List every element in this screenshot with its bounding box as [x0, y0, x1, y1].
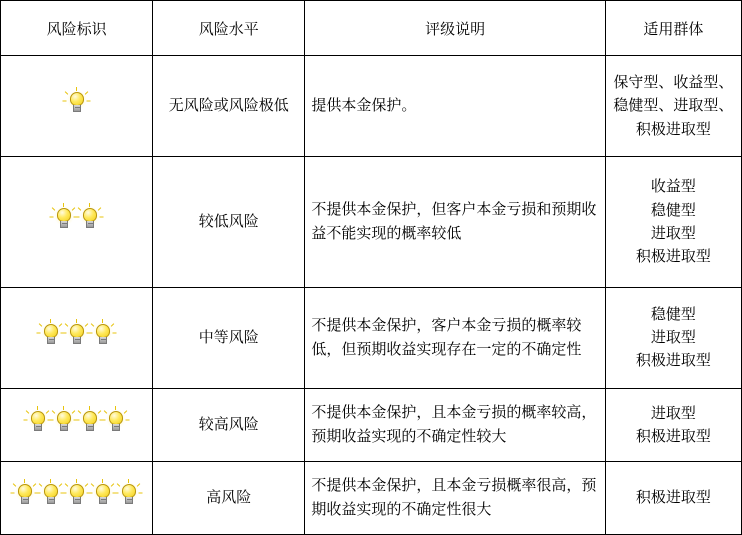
rating-description-text: 不提供本金保护，且本金亏损的概率较高，预期收益实现的不确定性较大	[305, 388, 605, 461]
table-row	[1, 461, 742, 534]
risk-level-label: 无风险或风险极低	[153, 56, 305, 157]
light-bulb-icon	[91, 481, 115, 511]
header-risk-mark: 风险标识	[1, 1, 153, 56]
table-row	[1, 388, 742, 461]
header-row	[1, 1, 742, 56]
table-header	[1, 1, 742, 56]
risk-level-label: 较低风险	[153, 156, 305, 287]
risk-level-label: 中等风险	[153, 287, 305, 388]
risk-mark-bulbs	[1, 461, 153, 534]
target-group-text: 进取型 积极进取型	[605, 388, 741, 461]
light-bulb-icon	[91, 321, 115, 351]
table-row	[1, 156, 742, 287]
risk-mark-bulbs	[1, 287, 153, 388]
light-bulb-icon	[13, 481, 37, 511]
header-target-group: 适用群体	[605, 1, 741, 56]
light-bulb-icon	[117, 481, 141, 511]
target-group-text: 保守型、收益型、稳健型、进取型、积极进取型	[605, 56, 741, 157]
light-bulb-icon	[52, 408, 76, 438]
target-group-text: 收益型 稳健型 进取型 积极进取型	[605, 156, 741, 287]
target-group-text: 积极进取型	[605, 461, 741, 534]
light-bulb-icon	[39, 481, 63, 511]
table-row	[1, 56, 742, 157]
risk-level-label: 高风险	[153, 461, 305, 534]
light-bulb-icon	[78, 408, 102, 438]
rating-description-text: 不提供本金保护，但客户本金亏损和预期收益不能实现的概率较低	[305, 156, 605, 287]
header-rating-description: 评级说明	[305, 1, 605, 56]
light-bulb-icon	[26, 408, 50, 438]
rating-description-text: 不提供本金保护，且本金亏损概率很高，预期收益实现的不确定性很大	[305, 461, 605, 534]
light-bulb-icon	[65, 89, 89, 119]
light-bulb-icon	[52, 205, 76, 235]
risk-mark-bulbs	[1, 156, 153, 287]
header-risk-level: 风险水平	[153, 1, 305, 56]
light-bulb-icon	[65, 481, 89, 511]
target-group-text: 稳健型 进取型 积极进取型	[605, 287, 741, 388]
rating-description-text: 不提供本金保护，客户本金亏损的概率较低，但预期收益实现存在一定的不确定性	[305, 287, 605, 388]
rating-description-text: 提供本金保护。	[305, 56, 605, 157]
table-body	[1, 56, 742, 535]
risk-mark-bulbs	[1, 56, 153, 157]
risk-level-label: 较高风险	[153, 388, 305, 461]
light-bulb-icon	[78, 205, 102, 235]
risk-mark-bulbs	[1, 388, 153, 461]
light-bulb-icon	[104, 408, 128, 438]
light-bulb-icon	[65, 321, 89, 351]
light-bulb-icon	[39, 321, 63, 351]
table-row	[1, 287, 742, 388]
